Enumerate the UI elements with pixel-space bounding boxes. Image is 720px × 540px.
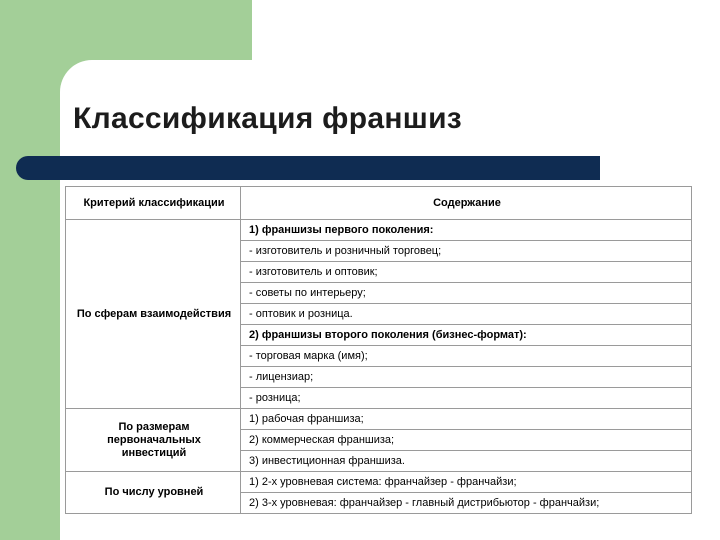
content-cell: 2) франшизы второго поколения (бизнес-формат):: [241, 325, 692, 346]
table-body: [66, 220, 692, 514]
content-cell: 1) 2-х уровневая система: франчайзер - франчайзи;: [241, 472, 692, 493]
header-criterion: Критерий классификации: [66, 187, 241, 220]
content-cell: - торговая марка (имя);: [241, 346, 692, 367]
table-header-row: [66, 187, 692, 220]
content-cell: - изготовитель и оптовик;: [241, 262, 692, 283]
classification-table: [65, 186, 692, 514]
content-cell: 1) рабочая франшиза;: [241, 409, 692, 430]
header-content: Содержание: [241, 187, 692, 220]
content-cell: - розница;: [241, 388, 692, 409]
content-cell: - оптовик и розница.: [241, 304, 692, 325]
criterion-cell: По числу уровней: [66, 472, 241, 514]
table-row: [66, 472, 692, 493]
table-row: [66, 220, 692, 241]
content-cell: - лицензиар;: [241, 367, 692, 388]
content-cell: - изготовитель и розничный торговец;: [241, 241, 692, 262]
content-cell: 2) коммерческая франшиза;: [241, 430, 692, 451]
criterion-cell: По сферам взаимодействия: [66, 220, 241, 409]
slide-title: Классификация франшиз: [73, 102, 463, 135]
content-cell: 1) франшизы первого поколения:: [241, 220, 692, 241]
content-cell: 2) 3-х уровневая: франчайзер - главный дистрибьютор - франчайзи;: [241, 493, 692, 514]
content-cell: - советы по интерьеру;: [241, 283, 692, 304]
table-row: [66, 409, 692, 430]
criterion-cell: По размерам первоначальных инвестиций: [66, 409, 241, 472]
content-cell: 3) инвестиционная франшиза.: [241, 451, 692, 472]
title-underline-bar: [16, 156, 600, 180]
